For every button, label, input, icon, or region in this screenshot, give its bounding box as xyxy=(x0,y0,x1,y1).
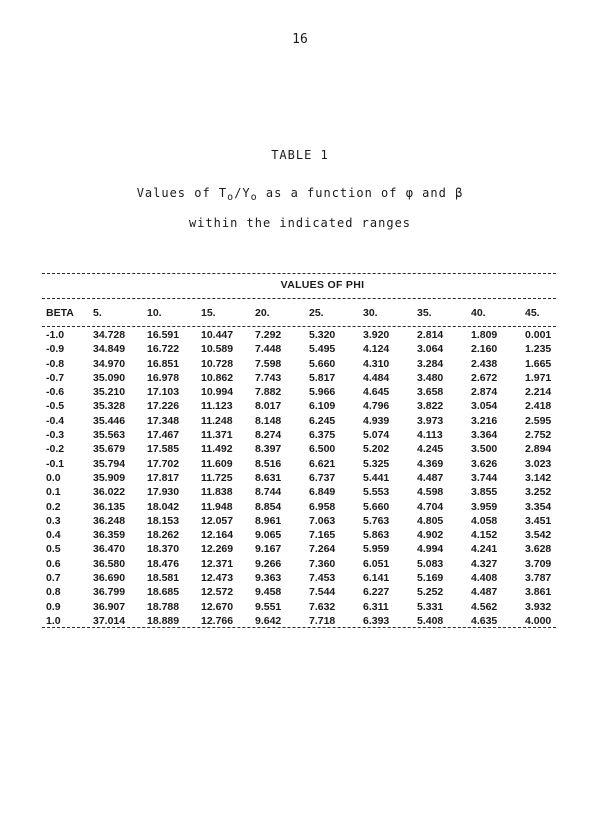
value-cell: 0.001 xyxy=(525,329,552,341)
value-cell: 11.948 xyxy=(201,500,233,513)
value-cell: 12.057 xyxy=(201,514,234,527)
value-cell: 2.672 xyxy=(471,371,498,384)
value-cell: 4.310 xyxy=(363,357,390,370)
value-cell: 11.609 xyxy=(201,457,233,470)
value-cell: 36.248 xyxy=(93,514,126,527)
value-cell: 7.544 xyxy=(309,586,336,599)
value-cell: 2.160 xyxy=(471,343,498,356)
value-cell: 11.123 xyxy=(201,400,233,413)
value-cell: 4.939 xyxy=(363,414,390,427)
value-cell: 35.563 xyxy=(93,429,126,442)
value-cell: 5.202 xyxy=(363,443,390,456)
value-cell: 6.621 xyxy=(309,457,336,470)
value-cell: 17.226 xyxy=(147,400,180,413)
value-cell: 4.805 xyxy=(417,514,444,527)
beta-value-cell: -1.0 xyxy=(46,329,65,341)
value-cell: 7.292 xyxy=(255,329,282,341)
value-cell: 3.959 xyxy=(471,500,498,513)
value-cell: 11.838 xyxy=(201,486,233,499)
value-cell: 8.274 xyxy=(255,429,282,442)
value-cell: 35.909 xyxy=(93,471,126,484)
column-header-row xyxy=(44,304,571,321)
column-header: 35. xyxy=(417,306,432,319)
value-cell: 17.348 xyxy=(147,414,180,427)
value-cell: 3.054 xyxy=(471,400,498,413)
dashed-rule-top xyxy=(42,273,556,274)
value-cell: 5.817 xyxy=(309,371,336,384)
column-header: 15. xyxy=(201,306,216,319)
value-cell: 3.500 xyxy=(471,443,498,456)
table-row xyxy=(44,585,571,599)
value-cell: 3.822 xyxy=(417,400,444,413)
value-cell: 3.709 xyxy=(525,557,552,570)
value-cell: 6.393 xyxy=(363,614,390,627)
value-cell: 17.702 xyxy=(147,457,180,470)
value-cell: 10.728 xyxy=(201,357,234,370)
value-cell: 4.000 xyxy=(525,614,552,627)
value-cell: 3.364 xyxy=(471,429,498,442)
value-cell: 5.169 xyxy=(417,572,444,585)
value-cell: 7.063 xyxy=(309,514,336,527)
table-row xyxy=(44,471,571,485)
value-cell: 11.371 xyxy=(201,429,233,442)
value-cell: 9.363 xyxy=(255,572,282,585)
value-cell: 16.591 xyxy=(147,329,180,341)
value-cell: 11.492 xyxy=(201,443,233,456)
beta-value-cell: -0.9 xyxy=(46,343,65,356)
value-cell: 36.799 xyxy=(93,586,126,599)
value-cell: 4.484 xyxy=(363,371,390,384)
table-body xyxy=(44,321,571,628)
value-cell: 3.932 xyxy=(525,600,552,613)
value-cell: 2.418 xyxy=(525,400,552,413)
table-row xyxy=(44,457,571,471)
beta-value-cell: 1.0 xyxy=(46,614,61,627)
value-cell: 3.861 xyxy=(525,586,552,599)
value-cell: 8.017 xyxy=(255,400,282,413)
value-cell: 4.327 xyxy=(471,557,498,570)
value-cell: 3.787 xyxy=(525,572,552,585)
value-cell: 35.679 xyxy=(93,443,126,456)
value-cell: 16.978 xyxy=(147,371,180,384)
value-cell: 4.245 xyxy=(417,443,444,456)
value-cell: 3.744 xyxy=(471,471,498,484)
table-row xyxy=(44,571,571,585)
value-cell: 17.930 xyxy=(147,486,180,499)
value-cell: 7.882 xyxy=(255,386,282,399)
value-cell: 18.370 xyxy=(147,543,180,556)
value-cell: 5.660 xyxy=(309,357,336,370)
beta-value-cell: 0.0 xyxy=(46,471,61,484)
value-cell: 18.788 xyxy=(147,600,180,613)
caption-suffix: as a function of φ and β xyxy=(257,186,464,200)
value-cell: 7.360 xyxy=(309,557,336,570)
value-cell: 6.375 xyxy=(309,429,336,442)
table-row xyxy=(44,542,571,556)
value-cell: 6.849 xyxy=(309,486,336,499)
value-cell: 11.725 xyxy=(201,471,233,484)
value-cell: 3.855 xyxy=(471,486,498,499)
value-cell: 5.863 xyxy=(363,529,390,542)
value-cell: 3.973 xyxy=(417,414,444,427)
group-header-values-of-phi: VALUES OF PHI xyxy=(280,279,365,291)
value-cell: 6.737 xyxy=(309,471,336,484)
value-cell: 6.109 xyxy=(309,400,336,413)
value-cell: 5.083 xyxy=(417,557,444,570)
table-row xyxy=(44,342,571,356)
value-cell: 36.690 xyxy=(93,572,126,585)
value-cell: 5.408 xyxy=(417,614,444,627)
value-cell: 5.763 xyxy=(363,514,390,527)
value-cell: 12.473 xyxy=(201,572,234,585)
value-cell: 5.252 xyxy=(417,586,444,599)
value-cell: 4.058 xyxy=(471,514,498,527)
value-cell: 16.722 xyxy=(147,343,180,356)
value-cell: 36.359 xyxy=(93,529,126,542)
table-row xyxy=(44,500,571,514)
value-cell: 10.589 xyxy=(201,343,234,356)
table-row xyxy=(44,385,571,399)
table-caption-line-1 xyxy=(0,186,600,203)
value-cell: 3.451 xyxy=(525,514,552,527)
value-cell: 8.516 xyxy=(255,457,282,470)
value-cell: 17.585 xyxy=(147,443,180,456)
value-cell: 18.262 xyxy=(147,529,180,542)
value-cell: 3.142 xyxy=(525,471,552,484)
table-row xyxy=(44,357,571,371)
value-cell: 4.487 xyxy=(471,586,498,599)
table-row xyxy=(44,371,571,385)
value-cell: 36.022 xyxy=(93,486,126,499)
value-cell: 2.752 xyxy=(525,429,552,442)
value-cell: 5.966 xyxy=(309,386,336,399)
value-cell: 2.438 xyxy=(471,357,498,370)
value-cell: 2.814 xyxy=(417,329,444,341)
beta-value-cell: 0.5 xyxy=(46,543,61,556)
table-row xyxy=(44,557,571,571)
table-caption-line-2: within the indicated ranges xyxy=(188,216,412,230)
beta-value-cell: 0.4 xyxy=(46,529,61,542)
value-cell: 6.051 xyxy=(363,557,390,570)
value-cell: 7.264 xyxy=(309,543,336,556)
value-cell: 2.214 xyxy=(525,386,552,399)
value-cell: 3.284 xyxy=(417,357,444,370)
value-cell: 17.467 xyxy=(147,429,180,442)
value-cell: 5.331 xyxy=(417,600,444,613)
beta-value-cell: -0.7 xyxy=(46,371,65,384)
value-cell: 3.023 xyxy=(525,457,552,470)
value-cell: 5.441 xyxy=(363,471,390,484)
value-cell: 3.920 xyxy=(363,329,390,341)
value-cell: 7.718 xyxy=(309,614,336,627)
value-cell: 1.809 xyxy=(471,329,498,341)
value-cell: 4.994 xyxy=(417,543,444,556)
table-row xyxy=(44,600,571,614)
table-row xyxy=(44,414,571,428)
column-header: 5. xyxy=(93,306,102,319)
value-cell: 3.628 xyxy=(525,543,552,556)
value-cell: 4.152 xyxy=(471,529,498,542)
value-cell: 17.103 xyxy=(147,386,180,399)
value-cell: 2.894 xyxy=(525,443,552,456)
value-cell: 3.354 xyxy=(525,500,552,513)
value-cell: 8.744 xyxy=(255,486,282,499)
value-cell: 5.074 xyxy=(363,429,390,442)
table-row xyxy=(44,528,571,542)
value-cell: 35.090 xyxy=(93,371,126,384)
column-header: 45. xyxy=(525,306,540,319)
caption-prefix: Values of T xyxy=(136,186,228,200)
value-cell: 3.480 xyxy=(417,371,444,384)
value-cell: 16.851 xyxy=(147,357,180,370)
value-cell: 18.685 xyxy=(147,586,180,599)
value-cell: 36.580 xyxy=(93,557,126,570)
beta-value-cell: 0.1 xyxy=(46,486,61,499)
caption-slash: /Y xyxy=(234,186,251,200)
value-cell: 6.311 xyxy=(363,600,389,613)
value-cell: 12.371 xyxy=(201,557,234,570)
value-cell: 35.794 xyxy=(93,457,126,470)
table-row xyxy=(44,399,571,413)
beta-value-cell: -0.2 xyxy=(46,443,65,456)
value-cell: 6.500 xyxy=(309,443,336,456)
value-cell: 6.227 xyxy=(363,586,390,599)
value-cell: 1.235 xyxy=(525,343,552,356)
dashed-rule-under-group-header xyxy=(42,298,556,299)
value-cell: 3.216 xyxy=(471,414,498,427)
beta-value-cell: 0.2 xyxy=(46,500,61,513)
beta-value-cell: -0.4 xyxy=(46,414,65,427)
beta-value-cell: -0.3 xyxy=(46,429,65,442)
caption-subscript-2: o xyxy=(250,192,258,203)
value-cell: 7.598 xyxy=(255,357,282,370)
beta-value-cell: 0.9 xyxy=(46,600,61,613)
value-cell: 4.635 xyxy=(471,614,498,627)
value-cell: 9.167 xyxy=(255,543,282,556)
value-cell: 4.113 xyxy=(417,429,443,442)
beta-value-cell: -0.8 xyxy=(46,357,65,370)
value-cell: 2.595 xyxy=(525,414,552,427)
value-cell: 4.796 xyxy=(363,400,390,413)
value-cell: 5.320 xyxy=(309,329,336,341)
beta-value-cell: -0.1 xyxy=(46,457,65,470)
value-cell: 4.704 xyxy=(417,500,444,513)
value-cell: 4.598 xyxy=(417,486,444,499)
value-cell: 4.369 xyxy=(417,457,444,470)
table-row xyxy=(44,442,571,456)
value-cell: 9.065 xyxy=(255,529,282,542)
value-cell: 8.397 xyxy=(255,443,282,456)
value-cell: 9.458 xyxy=(255,586,282,599)
column-header: 10. xyxy=(147,306,162,319)
beta-value-cell: -0.6 xyxy=(46,386,65,399)
value-cell: 5.959 xyxy=(363,543,390,556)
value-cell: 6.245 xyxy=(309,414,336,427)
value-cell: 3.252 xyxy=(525,486,552,499)
value-cell: 3.658 xyxy=(417,386,444,399)
beta-value-cell: 0.7 xyxy=(46,572,61,585)
column-header: 30. xyxy=(363,306,378,319)
value-cell: 18.153 xyxy=(147,514,180,527)
value-cell: 12.269 xyxy=(201,543,234,556)
beta-value-cell: 0.3 xyxy=(46,514,61,527)
beta-value-cell: -0.5 xyxy=(46,400,65,413)
value-cell: 7.453 xyxy=(309,572,336,585)
value-cell: 8.148 xyxy=(255,414,282,427)
table-row xyxy=(44,614,571,628)
column-header: 25. xyxy=(309,306,324,319)
value-cell: 10.447 xyxy=(201,329,234,341)
value-cell: 2.874 xyxy=(471,386,498,399)
value-cell: 18.889 xyxy=(147,614,180,627)
value-cell: 4.408 xyxy=(471,572,498,585)
value-cell: 4.562 xyxy=(471,600,498,613)
value-cell: 35.210 xyxy=(93,386,126,399)
value-cell: 9.642 xyxy=(255,614,282,627)
value-cell: 37.014 xyxy=(93,614,126,627)
value-cell: 7.632 xyxy=(309,600,336,613)
value-cell: 36.907 xyxy=(93,600,126,613)
value-cell: 6.958 xyxy=(309,500,336,513)
value-cell: 4.124 xyxy=(363,343,390,356)
column-header: 20. xyxy=(255,306,270,319)
value-cell: 3.542 xyxy=(525,529,552,542)
value-cell: 3.626 xyxy=(471,457,498,470)
value-cell: 10.994 xyxy=(201,386,234,399)
value-cell: 12.164 xyxy=(201,529,234,542)
value-cell: 7.448 xyxy=(255,343,282,356)
value-cell: 7.165 xyxy=(309,529,336,542)
table-row xyxy=(44,485,571,499)
value-cell: 5.660 xyxy=(363,500,390,513)
value-cell: 12.670 xyxy=(201,600,234,613)
value-cell: 34.970 xyxy=(93,357,126,370)
column-header: 40. xyxy=(471,306,486,319)
page-number: 16 xyxy=(292,32,308,47)
value-cell: 35.328 xyxy=(93,400,126,413)
beta-value-cell: 0.8 xyxy=(46,586,61,599)
value-cell: 4.487 xyxy=(417,471,444,484)
row-header-beta: BETA xyxy=(46,306,74,319)
table-row xyxy=(44,321,571,342)
value-cell: 6.141 xyxy=(363,572,390,585)
value-cell: 9.551 xyxy=(255,600,282,613)
value-cell: 17.817 xyxy=(147,471,180,484)
value-cell: 8.631 xyxy=(255,471,282,484)
value-cell: 3.064 xyxy=(417,343,444,356)
value-cell: 9.266 xyxy=(255,557,282,570)
value-cell: 10.862 xyxy=(201,371,234,384)
table-row xyxy=(44,428,571,442)
value-cell: 18.581 xyxy=(147,572,180,585)
value-cell: 5.495 xyxy=(309,343,336,356)
value-cell: 11.248 xyxy=(201,414,233,427)
value-cell: 7.743 xyxy=(255,371,282,384)
value-cell: 36.470 xyxy=(93,543,126,556)
values-table xyxy=(44,304,571,628)
value-cell: 36.135 xyxy=(93,500,126,513)
value-cell: 35.446 xyxy=(93,414,126,427)
table-title: TABLE 1 xyxy=(271,148,329,162)
value-cell: 34.849 xyxy=(93,343,126,356)
value-cell: 1.971 xyxy=(525,371,552,384)
value-cell: 8.854 xyxy=(255,500,282,513)
table-row xyxy=(44,514,571,528)
value-cell: 4.241 xyxy=(471,543,498,556)
value-cell: 1.665 xyxy=(525,357,552,370)
value-cell: 34.728 xyxy=(93,329,126,341)
value-cell: 4.645 xyxy=(363,386,390,399)
beta-value-cell: 0.6 xyxy=(46,557,61,570)
caption-subscript-1: o xyxy=(227,192,235,203)
value-cell: 18.476 xyxy=(147,557,180,570)
value-cell: 12.572 xyxy=(201,586,234,599)
value-cell: 12.766 xyxy=(201,614,234,627)
value-cell: 5.325 xyxy=(363,457,390,470)
value-cell: 5.553 xyxy=(363,486,390,499)
value-cell: 4.902 xyxy=(417,529,444,542)
value-cell: 18.042 xyxy=(147,500,180,513)
value-cell: 8.961 xyxy=(255,514,282,527)
